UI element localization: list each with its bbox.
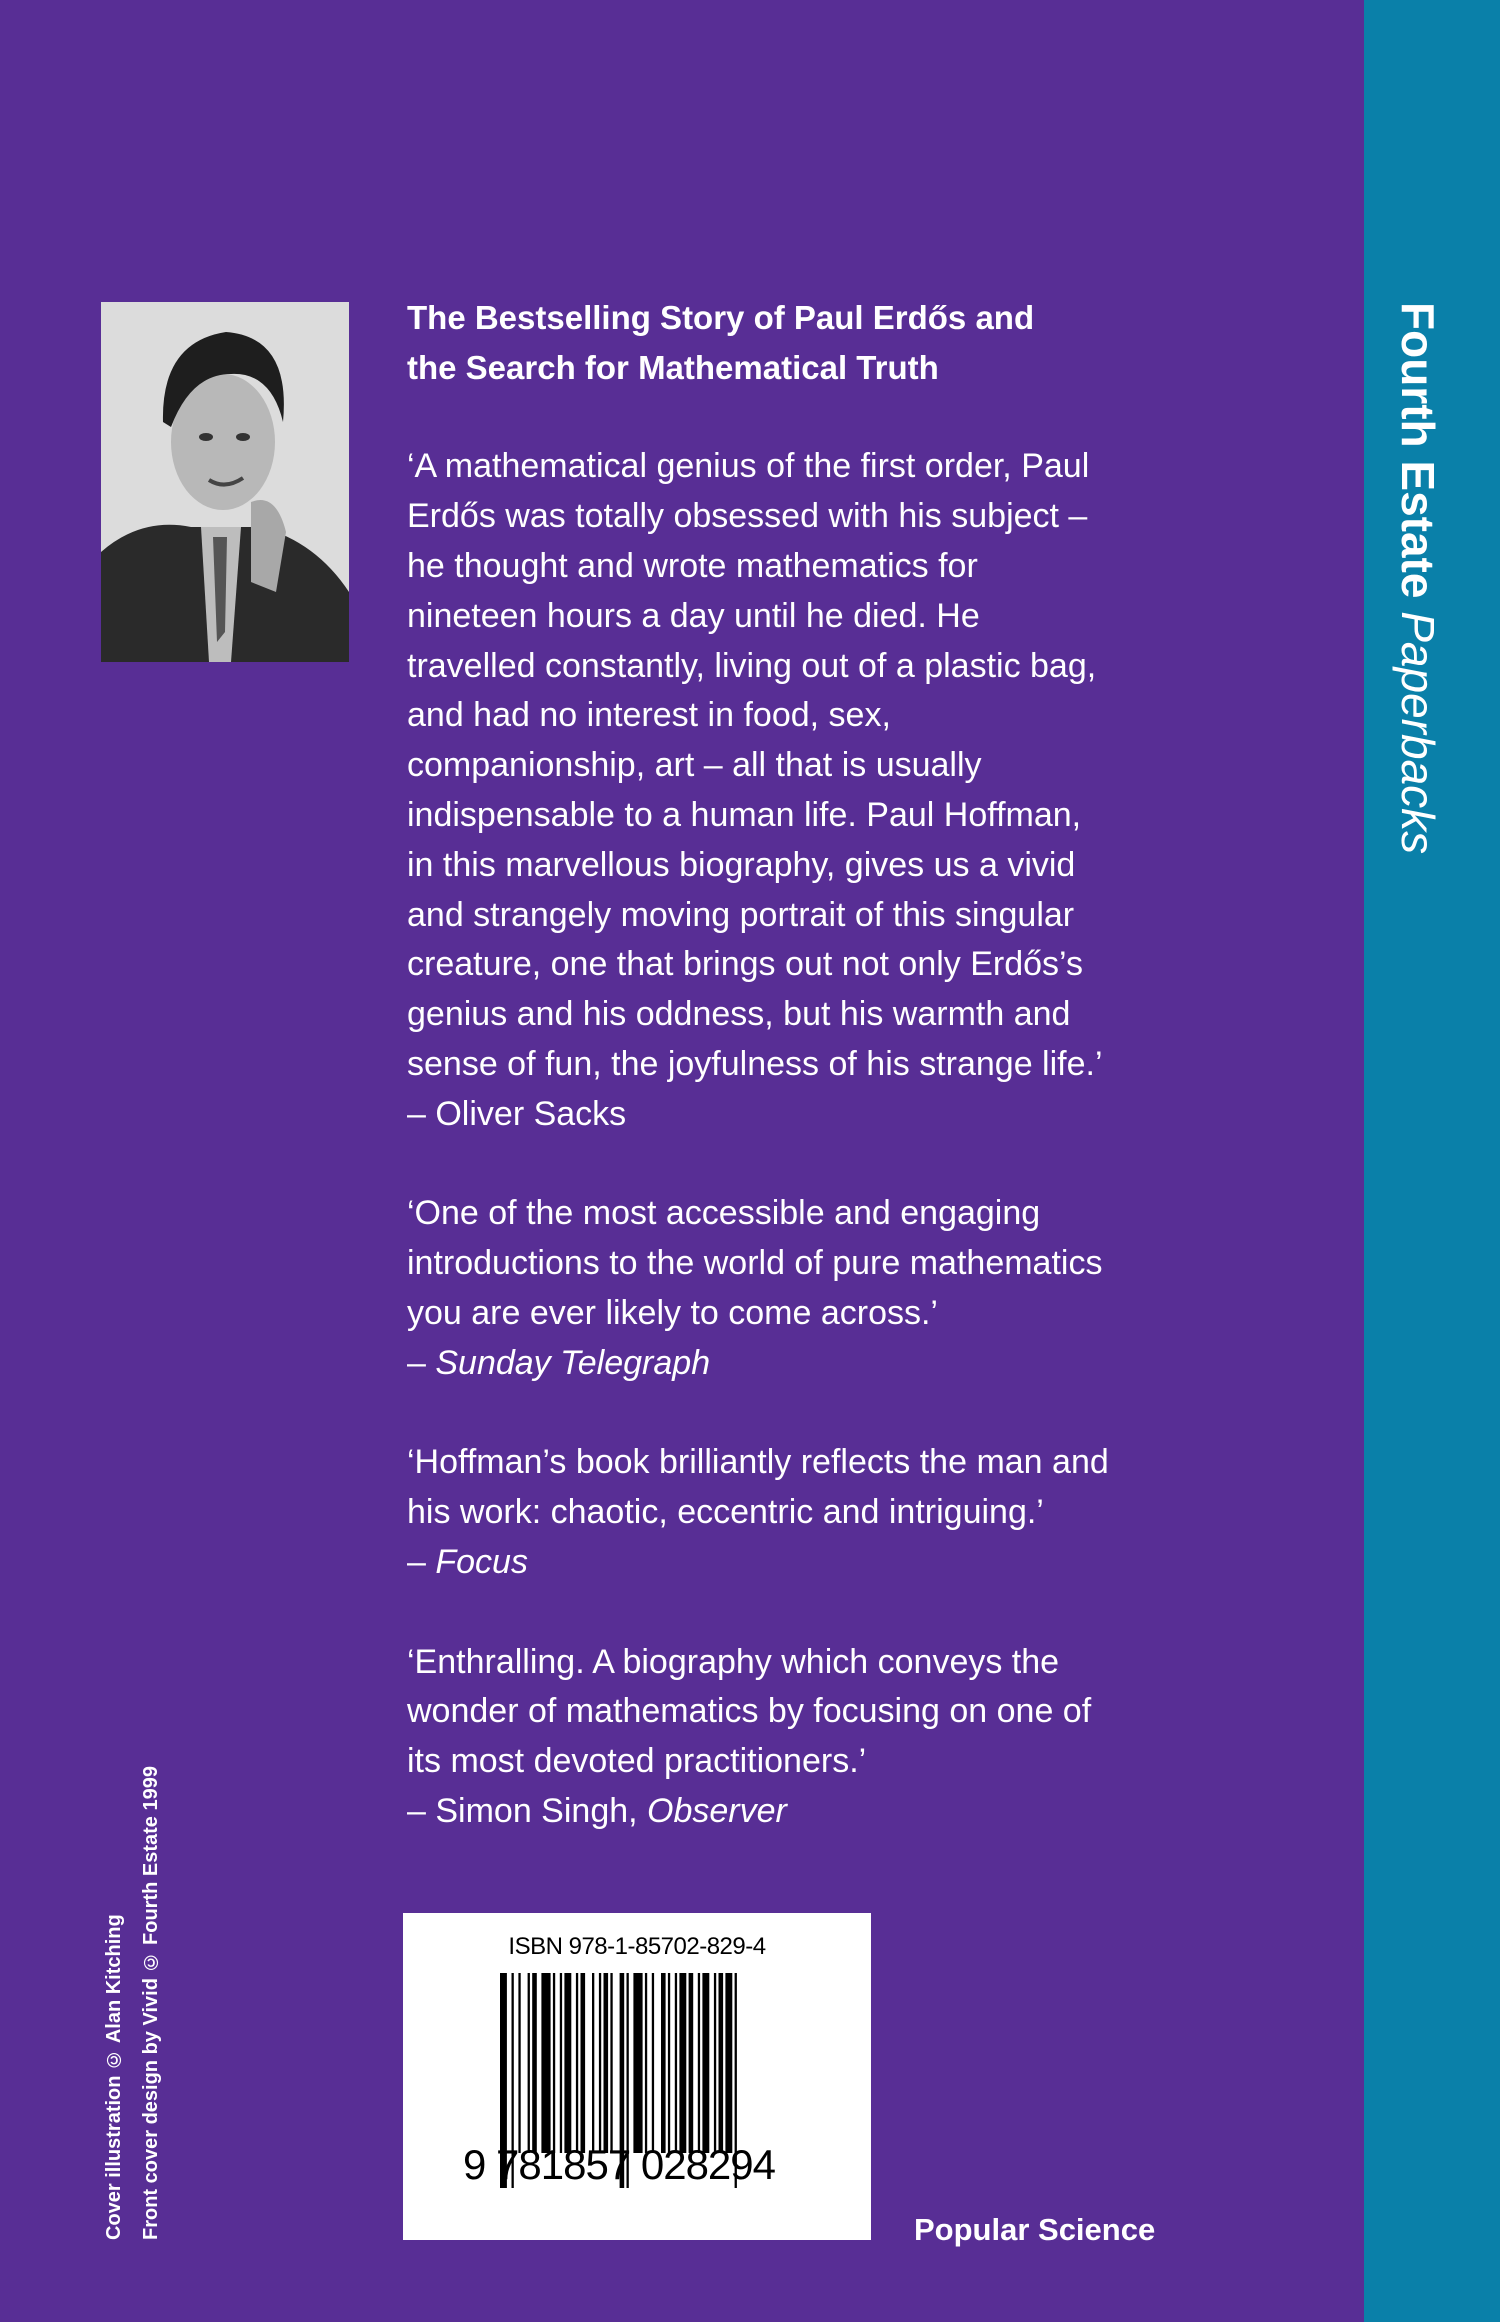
barcode-bar (528, 1973, 530, 2153)
quote-line: its most devoted practitioners.’ (407, 1742, 867, 1781)
attribution-author: – (407, 1542, 436, 1581)
credit-line: Cover illustration © Alan Kitching (103, 1914, 125, 2240)
quote-line: wonder of mathematics by focusing on one of (407, 1692, 1092, 1731)
barcode-bar (576, 1973, 578, 2153)
barcode-bar (560, 1973, 562, 2153)
isbn-text: ISBN 978-1-85702-829-4 (508, 1933, 766, 1960)
attribution-author: – Oliver Sacks (407, 1094, 627, 1133)
quote-line: you are ever likely to come across.’ (407, 1293, 938, 1332)
attribution-source: Observer (647, 1791, 787, 1830)
barcode-bar (541, 1973, 550, 2153)
quote-attribution (407, 1090, 1187, 1140)
category-label: Popular Science (914, 2212, 1156, 2247)
barcode-bar (604, 1973, 609, 2153)
barcode-bar (610, 1973, 612, 2153)
barcode-bar (553, 1973, 555, 2153)
attribution-author: – Simon Singh, (407, 1791, 648, 1830)
quote-line: creature, one that brings out not only Erdős’s (407, 945, 1083, 984)
quote-line: in this marvellous biography, gives us a vivid (407, 845, 1076, 884)
barcode-bar (668, 1973, 670, 2153)
quote-line: indispensable to a human life. Paul Hoffman, (407, 795, 1082, 834)
quote-line: nineteen hours a day until he died. He (407, 596, 980, 635)
barcode-bar (675, 1973, 677, 2153)
quote-line: and strangely moving portrait of this singular (407, 895, 1075, 934)
author-photo (101, 302, 349, 662)
cover-credits (96, 1760, 170, 2240)
barcode-bar (518, 1973, 520, 2153)
attribution-author: – (407, 1343, 436, 1382)
quote-line: travelled constantly, living out of a plastic bag, (407, 646, 1097, 685)
spine-series: Paperbacks (1392, 611, 1444, 855)
quote-line: companionship, art – all that is usually (407, 746, 982, 785)
barcode-bar (719, 1973, 724, 2153)
barcode-bar (581, 1973, 586, 2153)
quote-line: sense of fun, the joyfulness of his strange life.’ (407, 1044, 1103, 1083)
barcode-bar (698, 1973, 700, 2153)
quote-line: genius and his oddness, but his warmth and (407, 995, 1071, 1034)
quote-attribution (407, 1538, 1187, 1588)
quote-line: introductions to the world of pure mathematics (407, 1244, 1103, 1283)
barcode-bar (661, 1973, 666, 2153)
barcode-bar (599, 1973, 601, 2153)
quote-line: ‘Hoffman’s book brilliantly reflects the man and (407, 1443, 1109, 1482)
headline-line: the Search for Mathematical Truth (407, 348, 939, 386)
barcode-bar (633, 1973, 642, 2153)
quote-attribution (407, 1787, 1187, 1837)
spine-publisher: Fourth Estate (1392, 302, 1444, 599)
barcode-box (403, 1913, 871, 2240)
headline-line: The Bestselling Story of Paul Erdős and (407, 299, 1035, 336)
quote-line: ‘A mathematical genius of the first order, Paul (407, 447, 1090, 486)
quote-line: Erdős was totally obsessed with his subject – (407, 497, 1088, 536)
barcode-digits: 9 781857 028294 (463, 2141, 775, 2188)
barcode-bar (689, 1973, 694, 2153)
barcode-bar (592, 1973, 594, 2153)
barcode-bar (725, 1973, 732, 2153)
barcode-bar (714, 1973, 716, 2153)
credit-line: Front cover design by Vivid © Fourth Estate 1999 (140, 1766, 162, 2240)
author-portrait-image (101, 302, 349, 662)
review-quotes (407, 442, 1187, 1836)
barcode-bar (645, 1973, 647, 2153)
attribution-source: Focus (435, 1542, 528, 1581)
barcode-bar (702, 1973, 709, 2153)
barcode-bar (652, 1973, 654, 2153)
spine-title (1392, 302, 1444, 854)
barcode-bar (679, 1973, 686, 2153)
quote-line: and had no interest in food, sex, (407, 696, 891, 735)
quote-line: ‘One of the most accessible and engaging (407, 1194, 1041, 1233)
quote-line: his work: chaotic, eccentric and intriguing.’ (407, 1493, 1044, 1532)
back-cover-text (407, 293, 1187, 1837)
quote-attribution (407, 1339, 1187, 1389)
barcode-bar (564, 1973, 571, 2153)
barcode-bar (532, 1973, 537, 2153)
quote-line: ‘Enthralling. A biography which conveys the (407, 1642, 1060, 1681)
attribution-source: Sunday Telegraph (435, 1343, 711, 1382)
quote-line: he thought and wrote mathematics for (407, 546, 978, 585)
